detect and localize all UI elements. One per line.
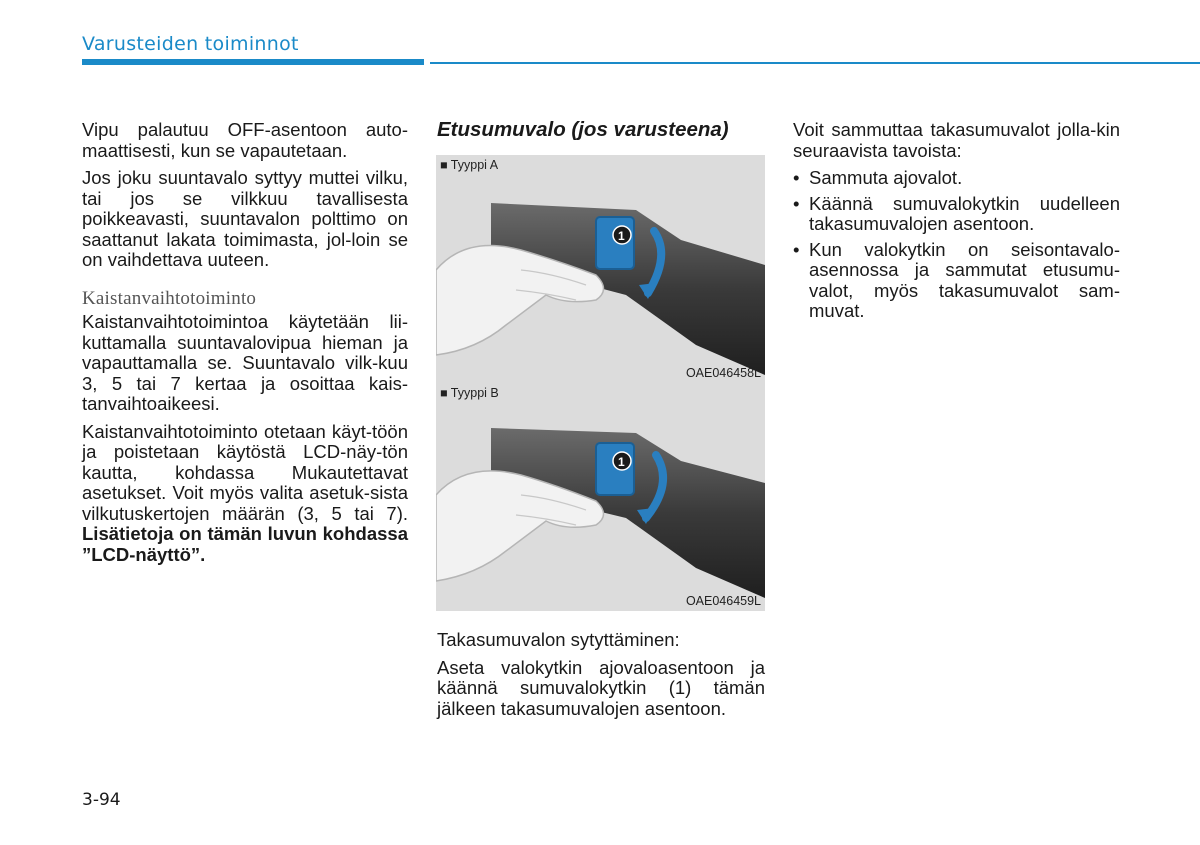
figure-label: ■ Tyyppi B xyxy=(440,386,499,400)
paragraph: Kaistanvaihtotoimintoa käytetään lii-kuttamalla suuntavalovipua hieman ja vapauttamalla se. Suuntavalo vilk-kuu 3, 5 tai 7 kertaa ja osoittaa kais-tanvaihtoaikeesi. xyxy=(82,311,408,414)
list-item: • Kun valokytkin on seisontavalo-asennossa ja sammutat etusumu-valot, myös takasumuvalot sam-muvat. xyxy=(793,240,1120,322)
paragraph: Vipu palautuu OFF-asentoon auto-maattisesti, kun se vapautetaan. xyxy=(82,119,408,161)
page-number: 3-94 xyxy=(82,790,121,810)
svg-text:1: 1 xyxy=(618,455,625,469)
figure-type-b xyxy=(436,383,765,611)
list-item: • Käännä sumuvalokytkin uudelleen takasumuvalojen asentoon. xyxy=(793,194,1120,235)
column-middle-text xyxy=(437,630,765,726)
paragraph-text: Kaistanvaihtotoiminto otetaan käyt-töön ja poistetaan käytöstä LCD-näy-tön kautta, kohdassa Mukautettavat asetukset. Voit myös valita asetuk-sista vilkutuskertojen määrän (3, 5 tai 7). xyxy=(82,420,408,524)
paragraph: Takasumuvalon sytyttäminen: xyxy=(437,629,680,650)
column-left xyxy=(82,120,408,572)
bullet-list xyxy=(793,168,1120,322)
section-title: Varusteiden toiminnot xyxy=(82,33,299,55)
list-item: • Sammuta ajovalot. xyxy=(793,168,1120,189)
figure-type-a xyxy=(436,155,765,383)
stalk-illustration xyxy=(436,155,765,383)
bold-reference: Lisätietoja on tämän luvun kohdassa ”LCD-näyttö”. xyxy=(82,523,408,565)
figure-code: OAE046458L xyxy=(685,366,761,380)
paragraph: Voit sammuttaa takasumuvalot jolla-kin seuraavista tavoista: xyxy=(793,119,1120,161)
subheading: Kaistanvaihtotoiminto xyxy=(82,287,257,309)
header-rule xyxy=(430,62,1200,64)
figure-label: ■ Tyyppi A xyxy=(440,158,499,172)
paragraph: Jos joku suuntavalo syttyy muttei vilku, tai jos se vilkkuu tavallisesta poikkeavasti, suuntavalon polttimo on saattanut lakata toimimasta, jol-loin se on vaihdettava uuteen. xyxy=(82,167,408,270)
svg-text:1: 1 xyxy=(618,229,625,243)
section-heading: Etusumuvalo (jos varusteena) xyxy=(437,118,729,141)
paragraph: Aseta valokytkin ajovaloasentoon ja käännä sumuvalokytkin (1) tämän jälkeen takasumuvalojen asentoon. xyxy=(437,656,765,719)
column-right xyxy=(793,120,1120,327)
figure-code: OAE046459L xyxy=(685,594,761,608)
paragraph xyxy=(82,422,408,566)
stalk-illustration xyxy=(436,383,765,611)
header-bar xyxy=(82,59,424,65)
